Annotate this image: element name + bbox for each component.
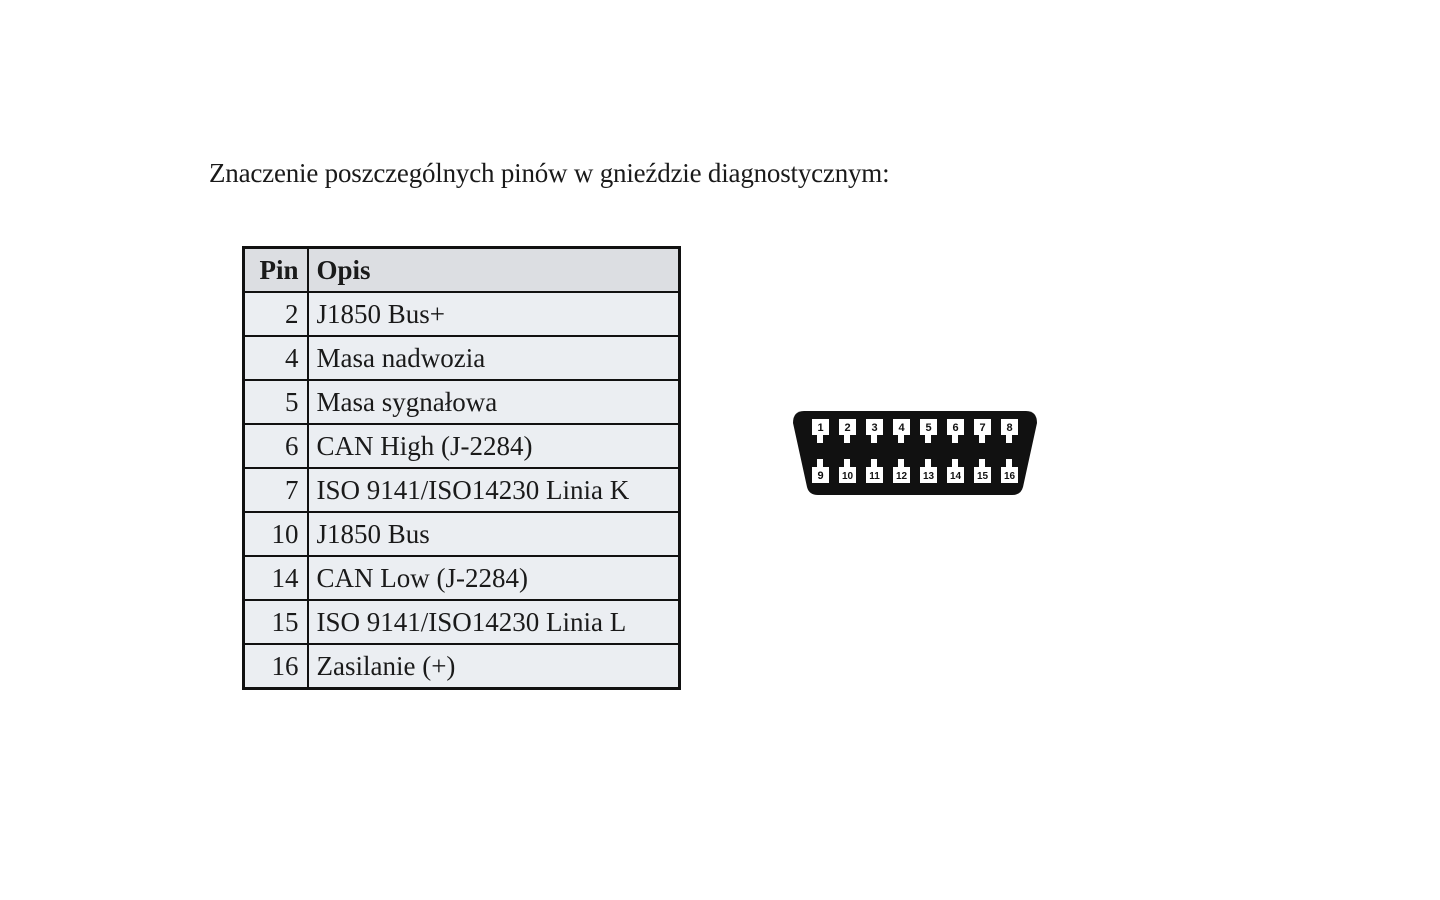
pin-label: 12 [895, 471, 908, 482]
pin-description: J1850 Bus [308, 512, 680, 556]
header-description: Opis [308, 248, 680, 293]
pin-number: 4 [244, 336, 308, 380]
pin-label: 10 [841, 471, 854, 482]
pin-description: Zasilanie (+) [308, 644, 680, 689]
table-row [244, 468, 680, 512]
pin-description: CAN Low (J-2284) [308, 556, 680, 600]
pin-label: 2 [844, 422, 851, 434]
table-row [244, 336, 680, 380]
pin-label: 4 [898, 422, 905, 434]
pin-label: 7 [979, 422, 986, 434]
pin-label: 8 [1006, 422, 1013, 434]
table-header-row [244, 248, 680, 293]
pin-description: ISO 9141/ISO14230 Linia L [308, 600, 680, 644]
pin-number: 6 [244, 424, 308, 468]
pin-number: 16 [244, 644, 308, 689]
pin-label: 3 [871, 422, 878, 434]
table-row [244, 512, 680, 556]
pin-label: 1 [817, 422, 824, 434]
pin-description-table [242, 246, 681, 690]
table-row [244, 292, 680, 336]
pin-label: 5 [925, 422, 932, 434]
table-row [244, 644, 680, 689]
pin-label: 9 [817, 470, 824, 482]
pin-label: 13 [922, 471, 935, 482]
pin-description: ISO 9141/ISO14230 Linia K [308, 468, 680, 512]
table-row [244, 380, 680, 424]
pin-description: Masa nadwozia [308, 336, 680, 380]
pin-label: 16 [1003, 471, 1016, 482]
pin-number: 2 [244, 292, 308, 336]
pin-number: 14 [244, 556, 308, 600]
pin-description: CAN High (J-2284) [308, 424, 680, 468]
pin-number: 10 [244, 512, 308, 556]
connector-housing [793, 411, 1037, 495]
pin-description: Masa sygnałowa [308, 380, 680, 424]
pin-number: 7 [244, 468, 308, 512]
header-pin: Pin [244, 248, 308, 293]
pin-number: 5 [244, 380, 308, 424]
pin-label: 11 [869, 471, 880, 482]
pin-number: 15 [244, 600, 308, 644]
pin-label: 14 [949, 471, 962, 482]
page-heading: Znaczenie poszczególnych pinów w gnieździe diagnostycznym: [209, 158, 890, 188]
pin-label: 6 [952, 422, 959, 434]
pin-label: 15 [976, 471, 989, 482]
table-row [244, 424, 680, 468]
table-row [244, 600, 680, 644]
table-row [244, 556, 680, 600]
obd2-connector-icon [790, 407, 1040, 499]
pin-description: J1850 Bus+ [308, 292, 680, 336]
